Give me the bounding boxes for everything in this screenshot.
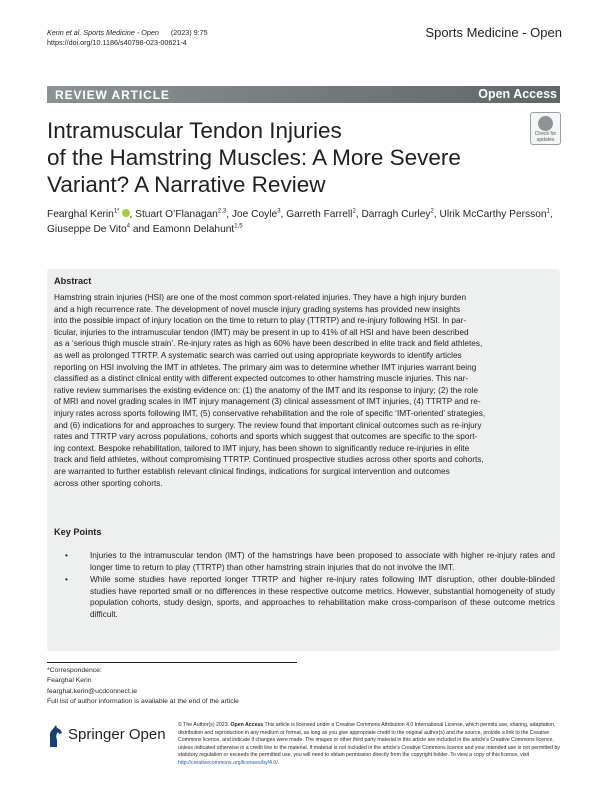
key-point-item: • While some studies have reported longer TTRTP and higher re-injury rates following IMT disruption, other double-blinded studies have reported small or no differences in these respective outcome metrics. However, substantial homogeneity of study population cohorts, study design, sports, and approaches to rehabilitation make cross-comparison of these outcome metrics difficult.: [65, 574, 555, 620]
title-line: of the Hamstring Muscles: A More Severe: [47, 145, 461, 170]
author-affiliation: 2: [352, 208, 356, 215]
license-open-access: Open Access: [230, 722, 264, 728]
title-line: Variant? A Narrative Review: [47, 172, 326, 197]
abstract-line: Hamstring strain injuries (HSI) are one of the most common sport-related injuries. They have a high injury burden: [54, 293, 467, 302]
title-line: Intramuscular Tendon Injuries: [47, 118, 342, 143]
abstract-line: as a ‘serious thigh muscle strain’. Re-injury rates as high as 60% have been described in elite track and field athletes,: [54, 339, 483, 349]
correspondence-name: Fearghal Kerin: [47, 677, 92, 685]
author-name[interactable]: Darragh Curley: [361, 209, 431, 220]
check-updates-line1: Check for: [534, 131, 557, 137]
header-year-volume: (2023) 9:75: [170, 28, 208, 37]
abstract-line: ticular, injuries to the intramuscular tendon (IMT) may be present in up to 41% of all HSI and have been described: [54, 327, 469, 337]
footnote-divider: [47, 662, 297, 663]
author-affiliation: 1*: [113, 208, 120, 215]
abstract-line: as well as prolonged TTRTP. A systematic search was carried out using appropriate keywords to identify articles: [54, 350, 462, 360]
check-updates-icon: [538, 116, 553, 131]
abstract-line: across other sporting cohorts.: [54, 478, 163, 488]
license-url[interactable]: http://creativecommons.org/licenses/by/4.0/: [178, 759, 278, 766]
journal-name: Sports Medicine - Open: [425, 25, 562, 40]
abstract-line: and a high recurrence rate. The development of novel muscle injury grading systems has provided new insights: [54, 304, 461, 314]
abstract-line: reporting on HSI involving the IMT in athletes. The primary aim was to determine whether IMT injuries warrant being: [54, 362, 477, 372]
abstract-line: track and field athletes, without compromising TTRTP. Continued prospective studies across other sports and cohorts,: [54, 455, 484, 465]
author-name[interactable]: Stuart O’Flanagan: [135, 209, 218, 220]
abstract-text: [54, 292, 553, 489]
publisher-suffix: Open: [128, 726, 166, 743]
key-points-list: [65, 550, 555, 622]
author-affiliation: 4: [126, 223, 131, 230]
open-access-label: Open Access: [478, 87, 557, 101]
publisher-name: Springer: [68, 726, 125, 743]
correspondence-label: *Correspondence:: [47, 667, 102, 674]
author-name[interactable]: Giuseppe De Vito: [47, 223, 127, 235]
author-name[interactable]: Eamonn Delahunt: [152, 223, 235, 235]
article-title: [47, 117, 517, 198]
key-points-heading: Key Points: [54, 527, 102, 537]
license-body: This article is licensed under a Creative Commons Attribution 4.0 International License, which permits use, sharing, adaptation, distribution and reproduction in any medium or format, as long as you give appropriate credit to the original author(s) and the source, provide a link to the Creative Commons licence, and indicate if changes were made. The images or other third party material in this article are included in the article’s Creative Commons licence, unless indicated otherwise in a credit line to the material. If material is not included in the article’s Creative Commons licence and your intended use is not permitted by statutory regulation or exceeds the permitted use, you will need to obtain permission directly from the copyright holder. To view a copy of this licence, visit: [178, 722, 560, 759]
abstract-line: rative review summarises the existing evidence on: (1) the anatomy of the IMT and its response to injury; (2) the role: [54, 385, 479, 395]
author-affiliation: 1: [546, 208, 550, 215]
springer-horse-icon: [47, 723, 65, 749]
author-affiliation: 2,3: [217, 208, 227, 215]
header-citation: Kerin et al. Sports Medicine - Open: [47, 28, 159, 37]
abstract-line: rates and TTRTP vary across populations, cohorts and sports which suggest that outcomes are specific to the sport-: [54, 432, 478, 442]
publisher-wordmark: [68, 726, 166, 743]
check-for-updates-badge[interactable]: [530, 112, 561, 145]
abstract-line: are warranted to further establish relevant clinical findings, indications for surgical intervention and outcomes: [54, 466, 450, 476]
abstract-line: and (6) indications for and approaches to surgery. The review found that important clinical outcomes such as re-injury: [54, 420, 482, 430]
abstract-heading: Abstract: [54, 276, 92, 286]
header-doi[interactable]: https://doi.org/10.1186/s40798-023-00621-4: [47, 38, 187, 47]
license-end: .: [277, 759, 280, 766]
author-affiliation: 2: [430, 208, 434, 215]
author-name[interactable]: Joe Coyle: [231, 209, 278, 220]
correspondence-email[interactable]: fearghal.kerin@ucdconnect.ie: [47, 687, 138, 695]
check-updates-line2: updates: [536, 136, 555, 143]
license-lead: © The Author(s) 2023.: [178, 722, 230, 728]
abstract-line: classified as a distinct clinical entity with different expected outcomes to other hamstring muscle injuries. This nar-: [54, 374, 469, 384]
author-info-note: Full list of author information is available at the end of the article: [47, 697, 239, 705]
abstract-box: [47, 269, 560, 651]
abstract-line: injury rates across sports following IMT, (5) conservative rehabilitation and the role of specific ‘IMT-oriented’ strategies,: [54, 408, 486, 418]
author-name[interactable]: Ulrik McCarthy Persson: [439, 209, 547, 220]
abstract-line: of MRI and novel grading scales in IMT injury management (3) clinical assessment of IMT injuries, (4) TTRTP and re-: [54, 397, 481, 407]
abstract-line: into the possible impact of injury location on the time to return to play (TTRTP) and re-injury following HSI. In par-: [54, 316, 467, 326]
orcid-icon[interactable]: [122, 209, 130, 217]
author-name[interactable]: Fearghal Kerin: [47, 209, 114, 220]
author-list: Fearghal Kerin$^{1*}$ , Stuart O’Flanagan$^{2,3}$, Joe Coyle$^3$, Garreth Farrell$^2$, Darragh Curley$^2$, Ulrik McCarthy Persson$^1$, Giuseppe De Vito$^4$ and Eamonn Delahunt$^{1,5}$: [47, 208, 553, 235]
key-point-item: • Injuries to the intramuscular tendon (IMT) of the hamstrings have been proposed to associate with higher re-injury rates and longer time to return to play (TTRTP) than other hamstring strain injuries that do not involve the IMT.: [65, 550, 555, 573]
author-affiliation: 1,5: [234, 223, 243, 230]
author-name[interactable]: Garreth Farrell: [286, 209, 353, 220]
springer-open-logo[interactable]: [47, 723, 166, 753]
author-affiliation: 3: [277, 208, 281, 215]
abstract-line: ing context. Bespoke rehabilitation, tailored to IMT injury, has been shown to significantly reduce re-injuries in elite: [54, 443, 470, 453]
correspondence-block: [47, 666, 239, 707]
running-header: [47, 28, 208, 48]
article-type-banner: [47, 86, 560, 103]
license-text: [178, 722, 562, 768]
article-type: REVIEW ARTICLE: [55, 88, 170, 102]
